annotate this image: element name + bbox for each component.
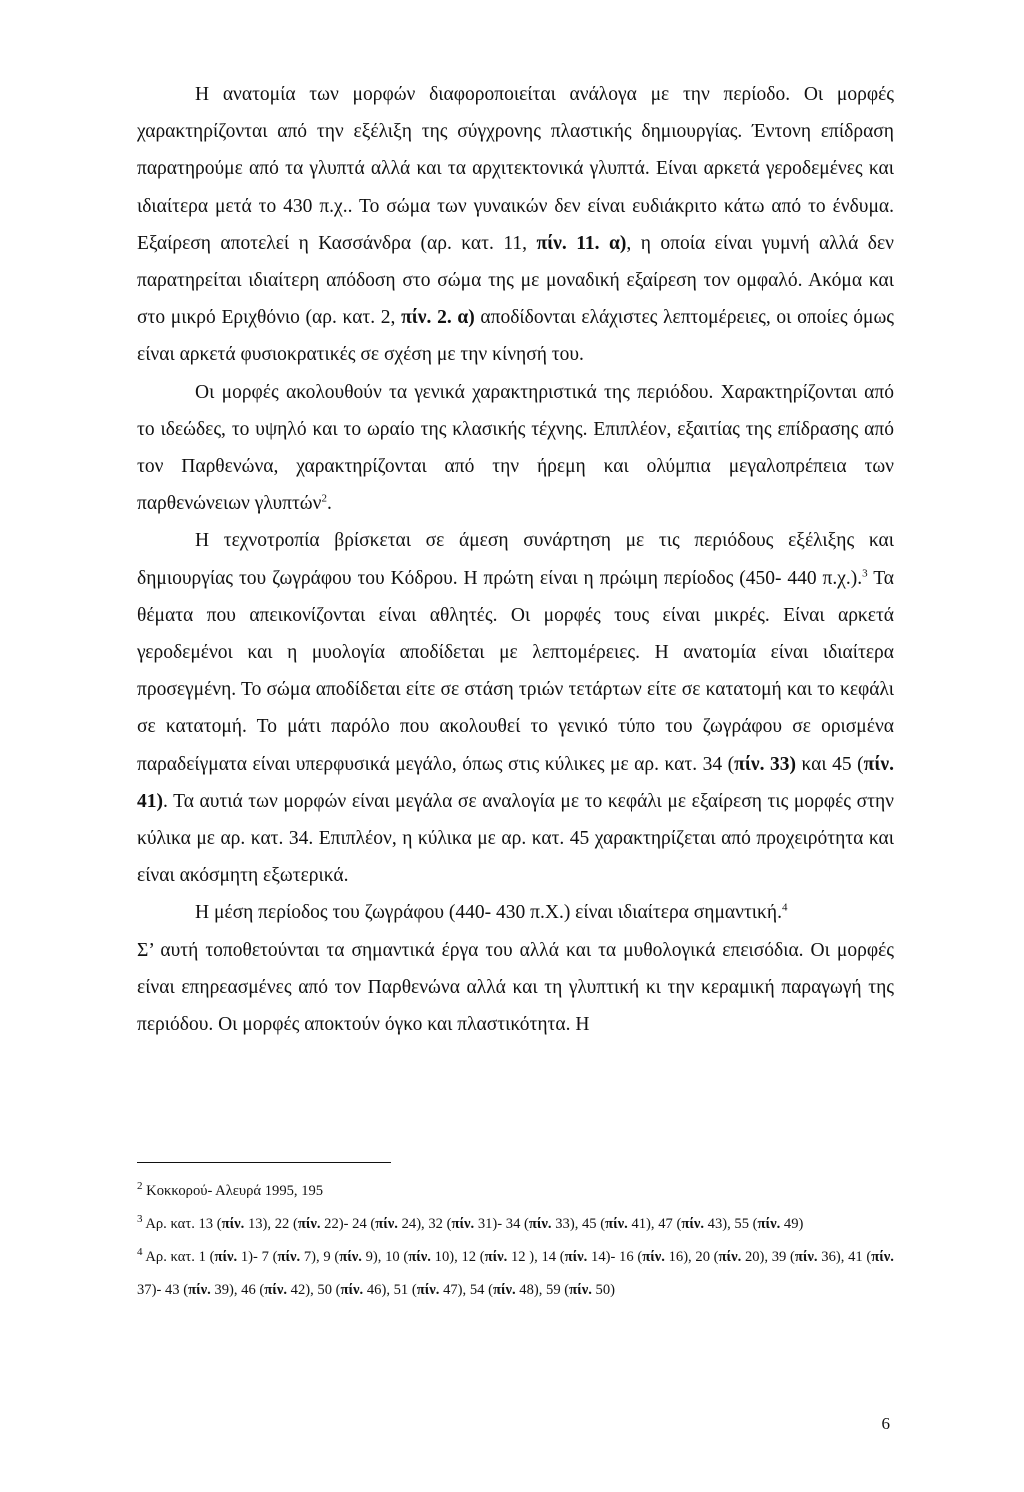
footnote-reference: 3 — [862, 567, 868, 580]
text-run: 9), 10 ( — [361, 1249, 409, 1265]
bold-text: πίν. — [188, 1282, 211, 1298]
main-text — [137, 76, 894, 1043]
footnotes — [137, 1175, 894, 1307]
text-run: Σ’ αυτή τοποθετούνται τα σημαντικά έργα του αλλά και τα μυθολογικά επεισόδια. Οι μορφές είναι επηρεασμένες από τον Παρθενώνα αλλά και τη γλυπτική κι την κεραμική παραγωγή της περιόδου. Οι μορφές αποκτούν όγκο και πλαστικότητα. Η — [137, 939, 894, 1036]
bold-text: πίν. — [375, 1216, 398, 1232]
text-run: 50) — [591, 1282, 615, 1298]
bold-text: πίν. — [214, 1249, 238, 1265]
paragraph — [137, 76, 894, 374]
bold-text: πίν. — [605, 1216, 628, 1232]
page-number: 6 — [881, 1414, 890, 1433]
text-run: Η ανατομία των μορφών διαφοροποιείται ανάλογα με την περίοδο. Οι μορφές χαρακτηρίζονται από την εξέλιξη της σύγχρονης πλαστικής δημιουργίας. Έντονη επίδραση παρατηρούμε από τα γλυπτά αλλά και τα αρχιτεκτονικά γλυπτά. Είναι αρκετά γεροδεμένες και ιδιαίτερα μετά το 430 π.χ.. Το σώμα των γυναικών δεν είναι ευδιάκριτο κάτω από το ένδυμα. Εξαίρεση αποτελεί η Κασσάνδρα (αρ. κατ. 11, — [137, 84, 894, 254]
text-run: 42), 50 ( — [287, 1282, 341, 1298]
bold-text: πίν. — [718, 1249, 742, 1265]
footnote-reference: 4 — [137, 1246, 143, 1259]
bold-text: πίν. — [297, 1216, 321, 1232]
bold-text: πίν. — [757, 1216, 781, 1232]
text-run: Αρ. κατ. 1 ( — [142, 1249, 215, 1265]
text-run: 16), 20 ( — [664, 1249, 719, 1265]
bold-text: πίν. — [871, 1249, 894, 1265]
bold-text: 11. α) — [576, 232, 627, 254]
text-run: αποδίδονται ελάχιστες λεπτομέρειες, οι οποίες όμως είναι αρκετά φυσιοκρατικές σε σχέση με την κίνησή του. — [137, 307, 894, 366]
footnote-reference: 2 — [137, 1180, 143, 1193]
paragraph — [137, 522, 894, 894]
text-run: , η οποία είναι γυμνή αλλά δεν παρατηρείται ιδιαίτερη απόδοση στο σώμα της με μοναδική εξαίρεση τον ομφαλό. Ακόμα και στο μικρό Εριχθόνιο (αρ. κατ. 2, — [137, 232, 895, 329]
text-run: Η τεχνοτροπία βρίσκεται σε άμεση συνάρτηση με τις περιόδους εξέλιξης και δημιουργίας του ζωγράφου του Κόδρου. Η πρώτη είναι η πρώιμη περίοδος (450- 440 π.χ.). — [137, 530, 894, 589]
bold-text: πίν. — [492, 1282, 516, 1298]
text-run: 14)- 16 ( — [587, 1249, 643, 1265]
paragraph — [137, 374, 894, 523]
text-run: 22)- 24 ( — [320, 1216, 376, 1232]
footnote — [137, 1241, 894, 1307]
text-run: . — [326, 493, 332, 515]
footnote — [137, 1175, 894, 1208]
bold-text: πίν. — [794, 1249, 818, 1265]
text-run: Τα θέματα που απεικονίζονται είναι αθλητές. Οι μορφές τους είναι μικρές. Είναι αρκετά γεροδεμένοι και η μυολογία αποδίδεται με λεπτομέρειες. Η ανατομία είναι ιδιαίτερα προσεγμένη. Το σώμα αποδίδεται είτε σε στάση τριών τετάρτων είτε σε κατατομή και το κεφάλι σε κατατομή. Το μάτι παρόλο που ακολουθεί το γενικό τύπο του ζωγράφου σε ορισμένα παραδείγματα είναι υπερφυσικά μεγάλο, όπως στις κύλικες με αρ. κατ. 34 ( — [137, 567, 894, 775]
text-run: 47), 54 ( — [439, 1282, 493, 1298]
text-run: 41), 47 ( — [627, 1216, 682, 1232]
footnote-separator — [137, 1162, 391, 1163]
text-run: 46), 51 ( — [363, 1282, 417, 1298]
paragraph — [137, 932, 894, 1044]
footnote — [137, 1208, 894, 1241]
text-run: 43), 55 ( — [704, 1216, 758, 1232]
bold-text: πίν. — [536, 232, 567, 254]
text-run — [567, 233, 576, 254]
text-run: 31)- 34 ( — [474, 1216, 529, 1232]
bold-text: πίν. 33) — [734, 753, 796, 775]
text-run: 39), 46 ( — [210, 1282, 265, 1298]
text-run: 7), 9 ( — [300, 1249, 340, 1265]
bold-text: πίν. — [340, 1282, 364, 1298]
text-run: 36), 41 ( — [817, 1249, 872, 1265]
footnote-reference: 3 — [137, 1213, 143, 1226]
bold-text: 2. α) — [437, 307, 475, 329]
text-run: Αρ. κατ. 13 ( — [142, 1216, 222, 1232]
text-run: 12 ), 14 ( — [507, 1249, 565, 1265]
text-run: 33), 45 ( — [551, 1216, 606, 1232]
text-run: 10), 12 ( — [430, 1249, 485, 1265]
bold-text: πίν. — [681, 1216, 705, 1232]
text-run: 13), 22 ( — [244, 1216, 298, 1232]
text-run: 37)- 43 ( — [137, 1282, 189, 1298]
bold-text: πίν. — [569, 1282, 592, 1298]
text-run: Η μέση περίοδος του ζωγράφου (440- 430 π.Χ.) είναι ιδιαίτερα σημαντική. — [195, 902, 782, 924]
text-run: Οι μορφές ακολουθούν τα γενικά χαρακτηριστικά της περιόδου. Χαρακτηρίζονται από το ιδεώδες, το υψηλό και το ωραίο της κλασικής τέχνης. Επιπλέον, εξαιτίας της επίδρασης από τον Παρθενώνα, χαρακτηρίζονται από την ήρεμη και ολύμπια μεγαλοπρέπεια των παρθενώνειων γλυπτών — [137, 381, 894, 515]
text-run: 49) — [780, 1216, 804, 1232]
text-run: 1)- 7 ( — [237, 1249, 278, 1265]
bold-text: πίν. — [484, 1249, 508, 1265]
text-run: 20), 39 ( — [741, 1249, 795, 1265]
bold-text: πίν. — [339, 1249, 362, 1265]
bold-text: πίν. — [564, 1249, 588, 1265]
bold-text: πίν. — [642, 1249, 665, 1265]
bold-text: πίν. — [277, 1249, 301, 1265]
bold-text: πίν. — [408, 1249, 431, 1265]
bold-text: πίν. — [416, 1282, 440, 1298]
footnote-reference: 2 — [321, 492, 327, 505]
paragraph — [137, 894, 894, 931]
footnote-reference: 4 — [781, 901, 788, 914]
text-run: 24), 32 ( — [397, 1216, 452, 1232]
bold-text: πίν. — [528, 1216, 552, 1232]
bold-text: πίν. — [451, 1216, 475, 1232]
text-run: 48), 59 ( — [515, 1282, 570, 1298]
text-run: Κοκκορού- Αλευρά 1995, 195 — [142, 1183, 324, 1199]
text-run: και 45 ( — [795, 753, 864, 775]
bold-text: πίν. — [264, 1282, 287, 1298]
bold-text: πίν. — [221, 1216, 245, 1232]
text-run: . Τα αυτιά των μορφών είναι μεγάλα σε αναλογία με το κεφάλι με εξαίρεση τις μορφές στην κύλικα με αρ. κατ. 34. Επιπλέον, η κύλικα με αρ. κατ. 45 χαρακτηρίζεται από προχειρότητα και είναι ακόσμητη εξωτερικά. — [137, 790, 894, 887]
bold-text: πίν. — [401, 307, 432, 329]
bold-text: πίν. 41) — [137, 753, 894, 812]
